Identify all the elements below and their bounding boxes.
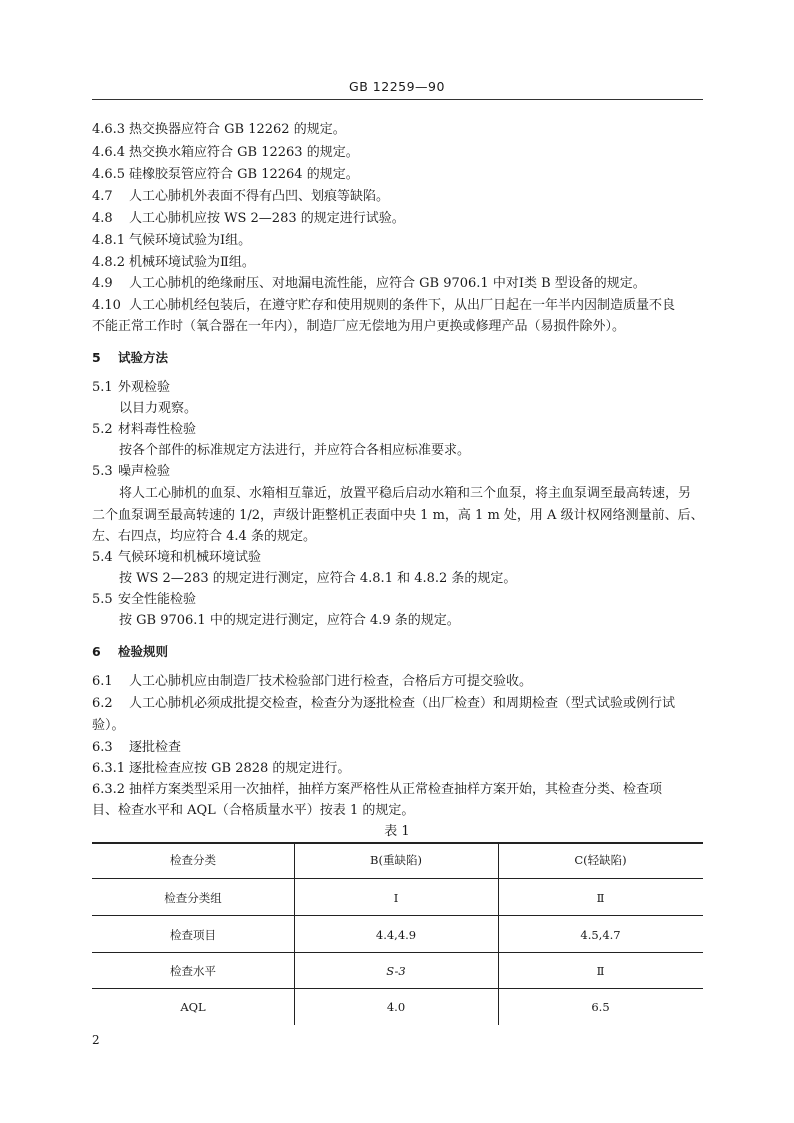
table-row-rule bbox=[92, 915, 703, 916]
clause-text: 按 GB 9706.1 中的规定进行测定，应符合 4.9 条的规定。 bbox=[119, 613, 460, 628]
clause-number: 6.3.1 bbox=[92, 761, 126, 776]
clause-5-3-body-1 bbox=[119, 486, 691, 502]
inspection-table bbox=[92, 842, 703, 1025]
clause-number: 4.9 bbox=[92, 276, 113, 291]
table-cell: 检查分类组 bbox=[164, 891, 222, 905]
clause-text: 人工心肺机经包装后，在遵守贮存和使用规则的条件下，从出厂日起在一年半内因制造质量不良 bbox=[129, 298, 676, 313]
table-cell: 检查项目 bbox=[170, 928, 216, 942]
page-number: 2 bbox=[92, 1033, 100, 1047]
table-header-rule bbox=[92, 878, 703, 879]
clause-number: 6.3.2 bbox=[92, 782, 126, 797]
clause-number: 5.2 bbox=[92, 422, 113, 437]
clause-text: 气候环境试验为Ⅰ组。 bbox=[129, 233, 252, 248]
table-header-b: B(重缺陷) bbox=[370, 853, 422, 867]
clause-number: 4.8.2 bbox=[92, 255, 126, 270]
table-top-rule bbox=[92, 842, 703, 844]
clause-6-2-cont bbox=[92, 718, 125, 734]
table-cell: S-3 bbox=[386, 964, 406, 978]
clause-number: 5.1 bbox=[92, 380, 113, 395]
clause-6-3-2-cont bbox=[92, 803, 414, 819]
clause-text: 按各个部件的标准规定方法进行，并应符合各相应标准要求。 bbox=[119, 443, 471, 458]
clause-text: 以目力观察。 bbox=[119, 401, 198, 416]
clause-4-10 bbox=[92, 298, 675, 314]
clause-text: 将人工心肺机的血泵、水箱相互靠近，放置平稳后启动水箱和三个血泵，将主血泵调至最高转速，另 bbox=[119, 486, 692, 501]
clause-number: 6.3 bbox=[92, 740, 113, 755]
clause-6-2 bbox=[92, 696, 675, 712]
section-number: 6 bbox=[92, 644, 101, 659]
clause-text: 验）。 bbox=[92, 718, 125, 733]
clause-4-8-1 bbox=[92, 233, 251, 249]
section-5-heading bbox=[92, 350, 168, 366]
clause-text: 噪声检验 bbox=[118, 464, 171, 479]
clause-number: 4.6.3 bbox=[92, 122, 126, 137]
clause-5-1 bbox=[92, 380, 170, 396]
clause-5-4-body bbox=[119, 571, 516, 587]
table-row-rule bbox=[92, 952, 703, 953]
clause-text: 目、检查水平和 AQL（合格质量水平）按表 1 的规定。 bbox=[92, 803, 415, 818]
clause-5-5 bbox=[92, 592, 196, 608]
clause-text: 安全性能检验 bbox=[118, 592, 197, 607]
clause-text: 人工心肺机外表面不得有凸凹、划痕等缺陷。 bbox=[129, 189, 390, 204]
clause-4-6-3 bbox=[92, 122, 346, 138]
table-cell: AQL bbox=[180, 1000, 206, 1014]
clause-number: 4.8.1 bbox=[92, 233, 126, 248]
clause-text: 逐批检查 bbox=[129, 740, 182, 755]
section-title: 试验方法 bbox=[118, 350, 169, 365]
table-header-category: 检查分类 bbox=[170, 853, 216, 867]
clause-4-6-4 bbox=[92, 145, 359, 161]
clause-text: 逐批检查应按 GB 2828 的规定进行。 bbox=[129, 761, 351, 776]
clause-text: 热交换器应符合 GB 12262 的规定。 bbox=[129, 122, 346, 137]
clause-number: 4.8 bbox=[92, 211, 113, 226]
table-caption: 表 1 bbox=[384, 824, 410, 839]
clause-5-3 bbox=[92, 464, 170, 480]
clause-4-9 bbox=[92, 276, 646, 292]
clause-text: 气候环境和机械环境试验 bbox=[118, 550, 262, 565]
clause-4-10-cont bbox=[92, 319, 625, 335]
table-cell: 4.0 bbox=[386, 1000, 406, 1014]
clause-text: 抽样方案类型采用一次抽样，抽样方案严格性从正常检查抽样方案开始，其检查分类、检查项 bbox=[129, 782, 663, 797]
table-cell: Ⅱ bbox=[596, 964, 605, 978]
clause-4-8 bbox=[92, 211, 405, 227]
table-header-c: C(轻缺陷) bbox=[574, 853, 627, 867]
clause-5-4 bbox=[92, 550, 261, 566]
clause-5-2-body bbox=[119, 443, 470, 459]
clause-text: 不能正常工作时（氧合器在一年内），制造厂应无偿地为用户更换或修理产品（易损件除外）。 bbox=[92, 319, 626, 334]
clause-number: 4.10 bbox=[92, 298, 121, 313]
clause-text: 人工心肺机应按 WS 2—283 的规定进行试验。 bbox=[129, 211, 405, 226]
clause-text: 二个血泵调至最高转速的 1/2，声级计距整机正表面中央 1 m，高 1 m 处，用 A 级计权网络测量前、后、 bbox=[92, 508, 704, 523]
clause-text: 材料毒性检验 bbox=[118, 422, 197, 437]
table-cell: Ⅰ bbox=[393, 891, 399, 905]
clause-4-7 bbox=[92, 189, 389, 205]
clause-text: 左、右四点，均应符合 4.4 条的规定。 bbox=[92, 529, 316, 544]
table-cell: 6.5 bbox=[591, 1000, 610, 1014]
section-number: 5 bbox=[92, 350, 101, 365]
table-cell: 4.5,4.7 bbox=[580, 928, 621, 942]
clause-text: 热交换水箱应符合 GB 12263 的规定。 bbox=[129, 145, 359, 160]
clause-4-6-5 bbox=[92, 167, 359, 183]
table-cell: 4.4,4.9 bbox=[375, 928, 417, 942]
table-row-rule bbox=[92, 988, 703, 989]
clause-number: 6.1 bbox=[92, 674, 113, 689]
clause-number: 6.2 bbox=[92, 696, 113, 711]
clause-6-3 bbox=[92, 740, 181, 756]
section-6-heading bbox=[92, 644, 168, 660]
page-header: GB 12259—90 bbox=[349, 79, 445, 94]
clause-text: 人工心肺机的绝缘耐压、对地漏电流性能，应符合 GB 9706.1 中对Ⅰ类 B 型设备的规定。 bbox=[129, 276, 646, 291]
clause-number: 4.6.4 bbox=[92, 145, 126, 160]
clause-number: 4.7 bbox=[92, 189, 113, 204]
clause-6-1 bbox=[92, 674, 532, 690]
clause-text: 硅橡胶泵管应符合 GB 12264 的规定。 bbox=[129, 167, 359, 182]
clause-text: 人工心肺机必须成批提交检查，检查分为逐批检查（出厂检查）和周期检查（型式试验或例行试 bbox=[129, 696, 676, 711]
clause-6-3-1 bbox=[92, 761, 350, 777]
section-title: 检验规则 bbox=[118, 644, 169, 659]
clause-text: 机械环境试验为Ⅱ组。 bbox=[129, 255, 255, 270]
header-rule bbox=[92, 99, 703, 100]
clause-5-3-body-3 bbox=[92, 529, 316, 545]
clause-5-5-body bbox=[119, 613, 460, 629]
table-cell: Ⅱ bbox=[596, 891, 605, 905]
table-cell: 检查水平 bbox=[170, 964, 216, 978]
clause-text: 人工心肺机应由制造厂技术检验部门进行检查，合格后方可提交验收。 bbox=[129, 674, 533, 689]
clause-5-3-body-2 bbox=[92, 508, 704, 524]
clause-text: 按 WS 2—283 的规定进行测定，应符合 4.8.1 和 4.8.2 条的规定。 bbox=[119, 571, 517, 586]
clause-number: 5.5 bbox=[92, 592, 113, 607]
clause-5-2 bbox=[92, 422, 196, 438]
clause-number: 5.4 bbox=[92, 550, 113, 565]
clause-text: 外观检验 bbox=[118, 380, 171, 395]
clause-number: 5.3 bbox=[92, 464, 113, 479]
clause-5-1-body bbox=[119, 401, 197, 417]
clause-6-3-2 bbox=[92, 782, 662, 798]
clause-4-8-2 bbox=[92, 255, 255, 271]
clause-number: 4.6.5 bbox=[92, 167, 126, 182]
